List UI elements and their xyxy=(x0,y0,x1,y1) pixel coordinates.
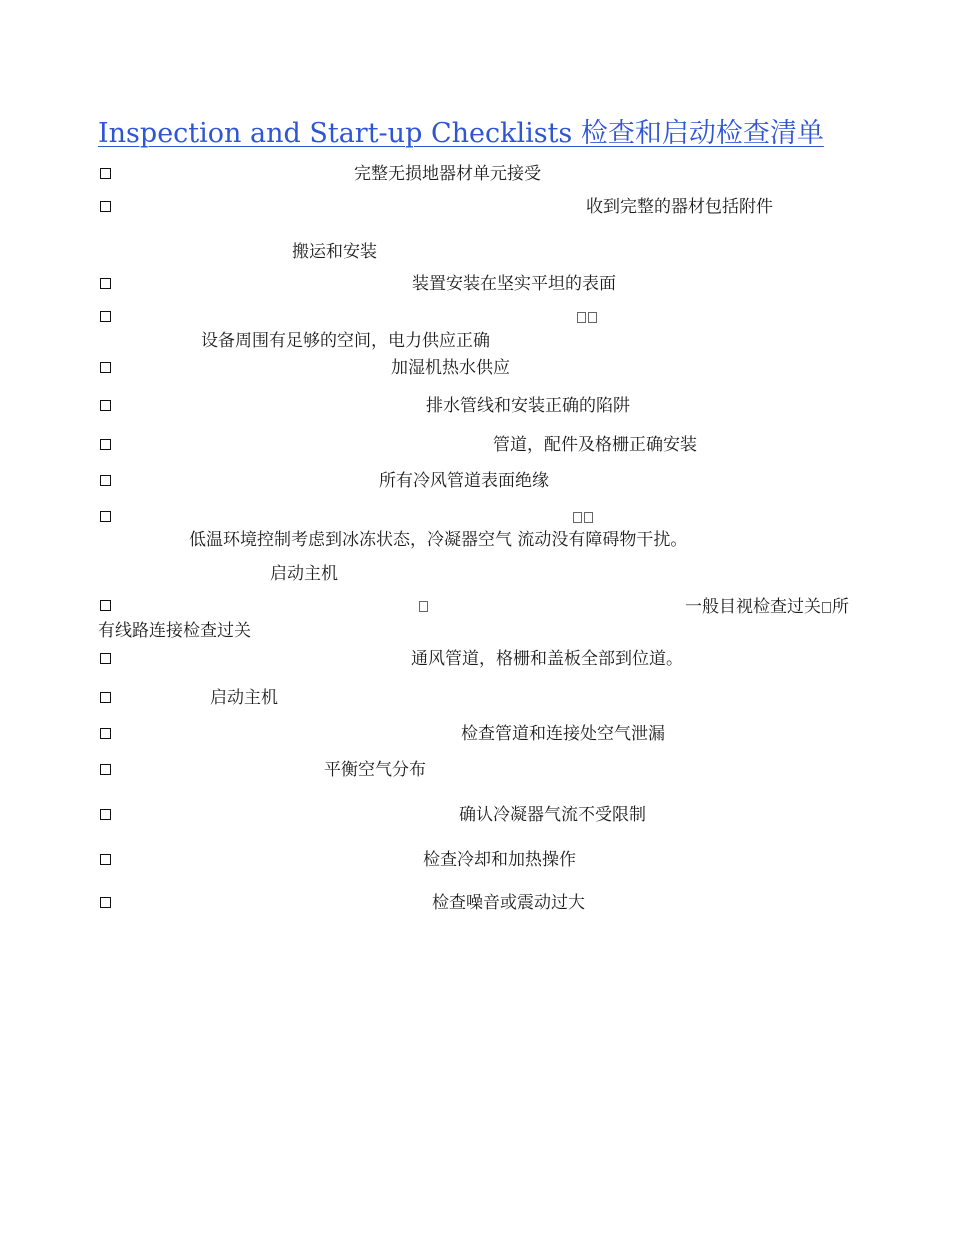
missing-glyph-icon xyxy=(576,309,598,327)
item-clearance-power: 设备周围有足够的空间，电力供应正确 xyxy=(201,331,490,351)
checkbox-accessories-received[interactable] xyxy=(100,201,111,212)
item-start-unit: 启动主机 xyxy=(210,688,278,708)
missing-glyph-icon xyxy=(822,602,831,613)
checkbox-start-unit[interactable] xyxy=(100,692,111,703)
item-visual-inspection xyxy=(685,597,849,617)
checkbox-cool-heat[interactable] xyxy=(100,854,111,865)
checkbox-level-surface[interactable] xyxy=(100,278,111,289)
item-humidifier-water: 加湿机热水供应 xyxy=(391,358,510,378)
checkbox-clearance-power[interactable] xyxy=(100,311,111,322)
item-drain-trap: 排水管线和安装正确的陷阱 xyxy=(426,396,630,416)
item-accessories-received: 收到完整的器材包括附件 xyxy=(586,197,773,217)
item-air-balance: 平衡空气分布 xyxy=(324,760,426,780)
checkbox-air-balance[interactable] xyxy=(100,764,111,775)
page-title: Inspection and Start-up Checklists 检查和启动检查清单 xyxy=(98,118,824,149)
item-grilles-panels: 通风管道，格栅和盖板全部到位道。 xyxy=(411,649,683,669)
item-noise-vibration: 检查噪音或震动过大 xyxy=(432,893,585,913)
item-unit-received: 完整无损地器材单元接受 xyxy=(354,164,541,184)
checkbox-ducts-grilles[interactable] xyxy=(100,439,111,450)
checkbox-humidifier-water[interactable] xyxy=(100,362,111,373)
item-visual-inspection-text: 一般目视检查过关 xyxy=(685,597,821,617)
item-ducts-grilles: 管道，配件及格栅正确安装 xyxy=(493,435,697,455)
item-condenser-airflow: 确认冷凝器气流不受限制 xyxy=(459,805,646,825)
item-cool-heat: 检查冷却和加热操作 xyxy=(423,850,576,870)
checkbox-drain-trap[interactable] xyxy=(100,400,111,411)
checkbox-noise-vibration[interactable] xyxy=(100,897,111,908)
item-level-surface: 装置安装在坚实平坦的表面 xyxy=(412,274,616,294)
item-wiring-check: 有线路连接检查过关 xyxy=(98,621,251,641)
checkbox-condenser-airflow[interactable] xyxy=(100,809,111,820)
item-visual-inspection-tail: 所 xyxy=(832,597,849,617)
item-air-leaks: 检查管道和连接处空气泄漏 xyxy=(461,724,665,744)
checkbox-duct-insulation[interactable] xyxy=(100,475,111,486)
checkbox-air-leaks[interactable] xyxy=(100,728,111,739)
missing-glyph-icon xyxy=(572,509,594,527)
checkbox-grilles-panels[interactable] xyxy=(100,653,111,664)
missing-glyph-icon xyxy=(418,598,429,616)
checkbox-unit-received[interactable] xyxy=(100,168,111,179)
item-duct-insulation: 所有冷风管道表面绝缘 xyxy=(379,471,549,491)
item-low-ambient: 低温环境控制考虑到冰冻状态，冷凝器空气 流动没有障碍物干扰。 xyxy=(189,530,688,550)
checkbox-visual-wiring[interactable] xyxy=(100,600,111,611)
checkbox-low-ambient[interactable] xyxy=(100,511,111,522)
section-heading-startup: 启动主机 xyxy=(270,564,338,584)
section-heading-handling: 搬运和安装 xyxy=(292,242,377,262)
